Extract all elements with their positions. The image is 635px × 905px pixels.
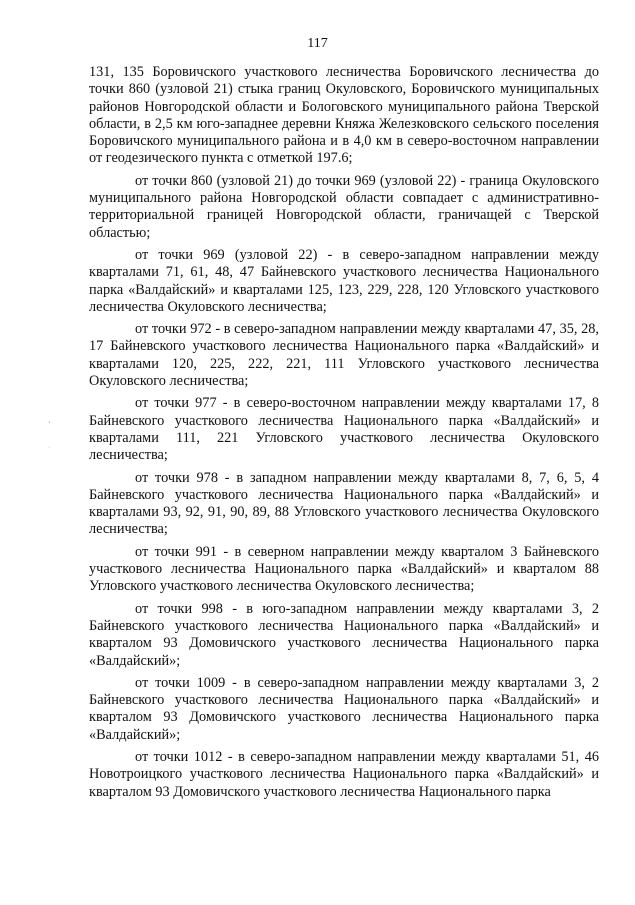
paragraph-8: от точки 998 - в юго-западном направлении между кварталами 3, 2 Байневского участкового лесничества Национального парка «Валдайский» и кварталом 93 Домовичского участкового лесничества Национального парка «Валдайский»; — [89, 600, 599, 669]
paragraph-7: от точки 991 - в северном направлении между кварталом 3 Байневского участкового лесничества Национального парка «Валдайский» и кварталом 88 Угловского участкового лесничества Окуловского лесничества; — [89, 543, 599, 595]
paragraph-1: 131, 135 Боровичского участкового лесничества Боровичского лесничества до точки 860 (узловой 21) стыка границ Окуловского, Боровичского муниципальных районов Новгородской области и Бологовского муниципального района Тверской области, в 2,5 км юго-западнее деревни Княжа Железковского сельского поселения Боровичского муниципального района и в 4,0 км в северо-восточном направлении от геодезического пункта с отметкой 197.6; — [89, 64, 599, 167]
paragraph-5: от точки 977 - в северо-восточном направлении между кварталами 17, 8 Байневского участкового лесничества Национального парка «Валдайский» и кварталами 111, 221 Угловского участкового лесничества Окуловского лесничества; — [89, 395, 599, 464]
paragraph-9: от точки 1009 - в северо-западном направлении между кварталами 3, 2 Байневского участкового лесничества Национального парка «Валдайский» и кварталом 93 Домовичского участкового лесничества Национального парка «Валдайский»; — [89, 674, 599, 743]
page-number: 117 — [307, 36, 328, 51]
paragraph-10: от точки 1012 - в северо-западном направлении между кварталами 51, 46 Новотроицкого участкового лесничества Национального парка «Валдайский» и кварталом 93 Домовичского участкового лесничества Национального парка — [89, 748, 599, 800]
paragraph-4: от точки 972 - в северо-западном направлении между кварталами 47, 35, 28, 17 Байневского участкового лесничества Национального парка «Валдайский» и кварталами 120, 225, 222, 221, 111 Угловского участкового лесничества Окуловского лесничества; — [89, 321, 599, 390]
document-body — [89, 64, 599, 801]
paragraph-2: от точки 860 (узловой 21) до точки 969 (узловой 22) - граница Окуловского муниципального района Новгородской области совпадает с административно-территориальной границей Новгородской области, граничащей с Тверской областью; — [89, 172, 599, 241]
paragraph-6: от точки 978 - в западном направлении между кварталами 8, 7, 6, 5, 4 Байневского участкового лесничества Национального парка «Валдайский» и кварталами 93, 92, 91, 90, 89, 88 Угловского участкового лесничества Окуловского лесничества; — [89, 469, 599, 538]
scan-specks — [48, 420, 51, 450]
paragraph-3: от точки 969 (узловой 22) - в северо-западном направлении между кварталами 71, 61, 48, 47 Байневского участкового лесничества Национального парка «Валдайский» и кварталами 125, 123, 229, 228, 120 Угловского участкового лесничества Окуловского лесничества; — [89, 246, 599, 315]
